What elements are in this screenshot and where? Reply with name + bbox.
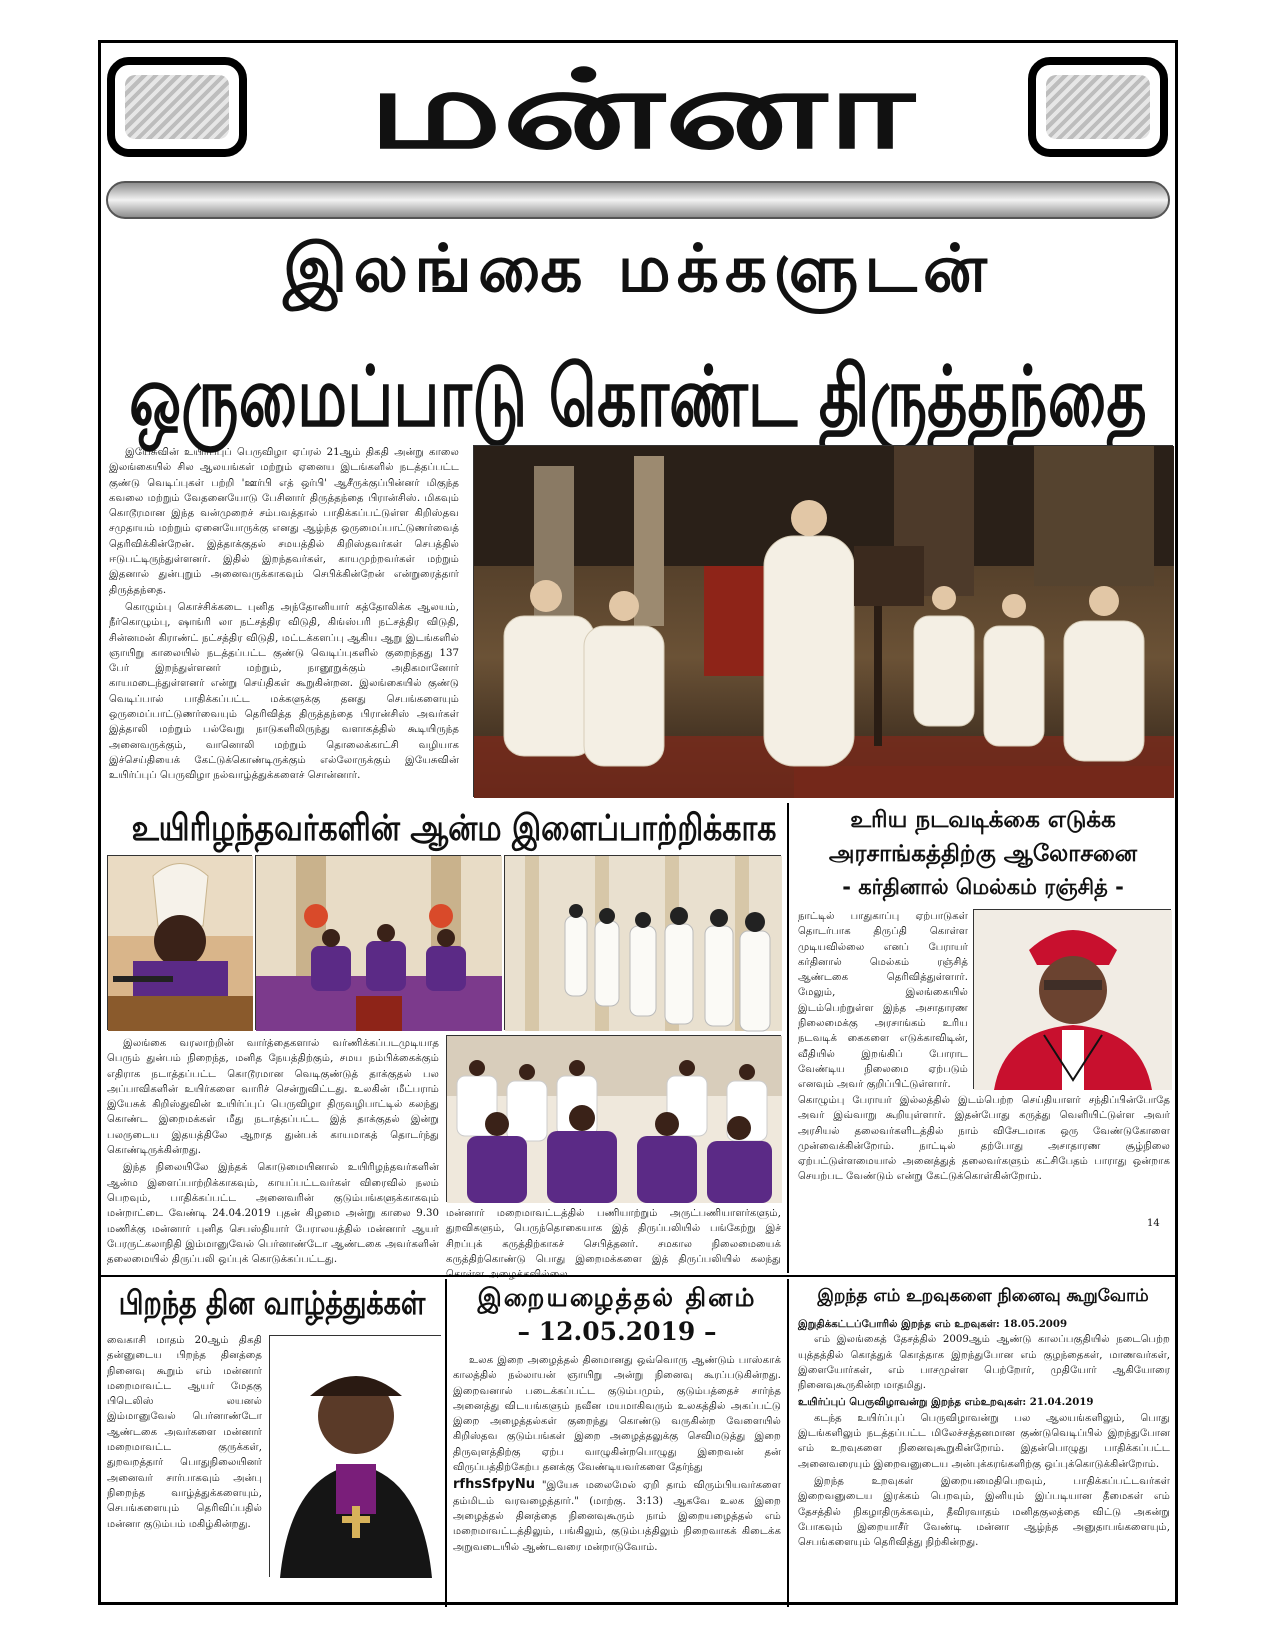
birthday-text: வைகாசி மாதம் 20ஆம் திகதி தன்னுடைய பிறந்த தினத்தை நினைவு கூறும் எம் மன்னார் மறைமாவட்ட ஆயர் மேதகு பிடெலிஸ் லயனல் இம்மானுவேல் பெர்னாண்டோ ஆண்டகை அவர்களை மன்னார் மறைமாவட்ட குருக்கள், துறவறத்தார் பொதுநிலையினர் அனைவர் சார்பாகவும் அன்பு நிறைந்த வாழ்த்துக்களையும், செபங்களையும் தெரிவிப்பதில் மன்னா குடும்பம் மகிழ்கின்றது.	[107, 1335, 262, 1530]
priests-congregation-photo	[446, 1035, 781, 1202]
memorial-paragraph-1: இலங்கை வரலாற்றின் வார்த்தைகளால் வர்ணிக்கப்படமுடியாத பெரும் துன்பம் நிறைந்த, மனித நேயத்திற்கும், சமய நம்பிக்கைக்கும் எதிராக நடாத்தப்பட்ட கொடூரமான வெடிகுண்டுத் தாக்குதல் பல அப்பாவிகளின் உயிர்களை வாரிச் சென்றுவிட்டது. உலகின் மீட்பராம் இயேசுக் கிறிஸ்துவின் உயிர்ப்புப் பெருவிழா திருவழிபாட்டில் கலந்து கொண்ட இறைமக்கள் மீது நடாத்தப்பட்ட இத் தாக்குதல் இன்று பலருடைய இதயத்திலே ஆறாத துன்பக் காயமாகத் தொடர்ந்து கொண்டிருக்கின்றது.	[107, 1038, 439, 1157]
vocation-text	[453, 1353, 781, 1603]
page-number: 14	[1147, 1218, 1160, 1229]
cardinal-text-full: கொழும்பு பேராயர் இல்லத்தில் இடம்பெற்ற செய்தியாளர் சந்திப்பின்போதே அவர் இவ்வாறு கூறியுள்ளார். இதன்போது கருத்து வெளியிட்டுள்ள அவர் அரசியல் தலைவர்களிடத்தில் நாம் விசேடமாக ஒரு வேண்டுகோளை முன்வைக்கின்றோம். நாட்டில் தற்போது அசாதாரண சூழ்நிலை ஏற்பட்டுள்ளமையால் அனைத்துத் தலைவர்களும் கட்சிபேதம் பாராது ஒன்றாக செயற்பட வேண்டும் என்று கேட்டுக்கொள்கின்றோம்.	[798, 1095, 1170, 1183]
cardinal-portrait-photo	[973, 909, 1171, 1089]
remembrance-text	[798, 1317, 1170, 1602]
lead-paragraph-2: கொழும்பு கொச்சிக்கடை புனித அந்தோனியார் கத்தோலிக்க ஆலயம், நீர்கொழும்பு, ஷாங்ரி லா நட்சத்திர விடுதி, கிங்ஸ்பரி நட்சத்திர விடுதி, சின்னமன் கிராண்ட் நட்சத்திர விடுதி, மட்டக்களப்பு ஆகிய ஆறு இடங்களில் ஞாயிறு காலையில் நடத்தப்பட்ட குண்டு வெடிப்புகளில் குறைந்தது 137 பேர் இறந்துள்ளனர் மற்றும், நானூறுக்கும் அதிகமானோர் காயமடைந்துள்ளனர் என்று செய்திகள் கூறுகின்றன. இலங்கையில் குண்டு வெடிப்பால் பாதிக்கப்பட்ட மக்களுக்கு தனது செபங்களையும் ஒருமைப்பாட்டுணர்வையும் தெரிவித்த திருத்தந்தை பிரான்சிஸ் அவர்கள் இத்தாலி மற்றும் பல்வேறு நாடுகளிலிருந்து வளாகத்தில் கூடியிருந்த அனைவருக்கும், வானொலி மற்றும் தொலைக்காட்சி வழியாக இச்செய்தியைக் கேட்டுக்கொண்டிருக்கும் எல்லோருக்கும் இயேசுவின் உயிர்ப்புப் பெருவிழா நல்வாழ்த்துக்களைச் சொன்னார்.	[109, 601, 459, 782]
vocation-quote: "இயேசு மலைமேல் ஏறி தாம் விரும்பியவர்களை தம்மிடம் வரவழைத்தார்." (மாற்கு. 3:13) ஆகவே உலக இறை அழைத்தல் தினத்தை நினைவுகூரும் நாம் இறையழைத்தல் எம் மறைமாவட்டத்திலும், பங்கிலும், குடும்பத்திலும் நிறைவாகக் கிடைக்க அறுவடையில் ஆண்டவரை மன்றாடுவோம்.	[453, 1480, 781, 1553]
vocation-paragraph-1: உலக இறை அழைத்தல் தினமானது ஒவ்வொரு ஆண்டும் பாஸ்காக் காலத்தில் நல்லாயன் ஞாயிறு அன்று நினைவு கூரப்படுகின்றது. இறைவனால் படைக்கப்பட்ட குடும்பமும், குடும்பத்தைச் சார்ந்த அனைத்து விடயங்களும் நவீன மயமாகிவரும் உலகத்தில் அகப்பட்டு இறை அழைத்தல்கள் குறைந்து கொண்டு வருகின்ற வேளையில் கிறிஸ்தவ குடும்பங்கள் இறை அழைத்தலுக்கு செவிமடுத்து இறை திருவுளத்திற்கு ஏற்ப வாழுகின்றபொழுது இறைவன் தன் விருப்பத்திற்கேற்ப தனக்கு வேண்டியவர்களை தேர்ந்து	[453, 1355, 781, 1474]
masthead-title: மன்னா	[367, 48, 915, 173]
remembrance-heading: இறந்த எம் உறவுகளை நினைவு கூறுவோம்	[817, 1286, 1149, 1306]
column-divider	[787, 803, 789, 1273]
bottom-divider-right	[787, 1279, 789, 1607]
remembrance-item2-text: கடந்த உயிர்ப்புப் பெருவிழாவன்று பல ஆலயங்களிலும், பொது இடங்களிலும் நடத்தப்பட்ட மிலேச்சத்தனமான குண்டுவெடிப்பில் இறந்துபோன எம் உறவுகளை நினைவுகூறுகின்றோம். இதன்பொழுது பாதிக்கப்பட்ட அனைவரையும் இறைவனுடைய அன்புக்கரங்களிற்கு ஒப்புக்கொடுக்கின்றோம்.	[798, 1412, 1170, 1470]
remembrance-item1-title: இறுதிக்கட்டப்போரில் இறந்த எம் உறவுகள்: 18.05.2009	[798, 1318, 1068, 1330]
masthead-divider-bar	[106, 181, 1170, 219]
memorial-section-heading: உயிரிழந்தவர்களின் ஆன்ம இளைப்பாற்றிக்காக	[131, 807, 777, 850]
newspaper-page	[98, 40, 1178, 1605]
vocation-garbled-text: rfhsSfpyNu	[453, 1477, 535, 1493]
vocation-heading: இறையழைத்தல் தினம்	[477, 1283, 757, 1312]
bottom-divider-left	[445, 1279, 447, 1607]
mass-altar-photo	[255, 855, 501, 1030]
remembrance-item1-text: எம் இலங்கைத் தேசத்தில் 2009ஆம் ஆண்டு காலப்பகுதியில் நடைபெற்ற யுத்தத்தில் கொத்துக் கொத்தாக இறந்துபோன எம் குழந்தைகள், மாணவர்கள், இளையோர்கள், எம் பாசமுள்ள பெற்றோர், முதியோர் ஆகியோரை நினைவுகூருகின்ற மாதமிது.	[798, 1334, 1170, 1392]
lead-paragraph-1: இயேசுவின் உயிர்ப்புப் பெருவிழா ஏப்ரல் 21ஆம் திகதி அன்று காலை இலங்கையில் சில ஆலயங்கள் மற்றும் ஏனைய இடங்களில் நடத்தப்பட்ட குண்டு வெடிப்புகள் பற்றி 'ஊர்பி எத் ஒர்பி' ஆசீருக்குப்பின்னர் மிகுந்த கவலை மற்றும் வேதனையோடு பேசினார் திருத்தந்தை பிரான்சிஸ். மிகவும் கொடூரமான இந்த வன்முறைச் சம்பவத்தால் பாதிக்கப்பட்டுள்ள கிறிஸ்தவ சமுதாயம் மற்றும் ஏனையோருக்கு எனது ஆழ்ந்த ஒருமைப்பாட்டுணர்வைத் தெரிவிக்கின்றேன். இத்தாக்குதல் சமயத்தில் கிறிஸ்தவர்கள் செபத்தில் ஈடுபட்டிருந்துள்ளனர். இதில் இறந்தவர்கள், காயமுற்றவர்கள் மற்றும் இதனால் துன்புறும் அனைவருக்காகவும் செபிக்கின்றேன் என்றுரைத்தார் திருத்தந்தை.	[109, 447, 459, 596]
vocation-paragraph-2	[453, 1477, 781, 1554]
cardinal-byline: - கர்தினால் மெல்கம் ரஞ்சித் -	[842, 875, 1124, 899]
cardinal-heading-line2: அரசாங்கத்திற்கு ஆலோசனை	[828, 841, 1138, 867]
bishop-at-pulpit-photo	[107, 855, 252, 1030]
memorial-left-text	[107, 1036, 439, 1266]
bishop-portrait-photo	[269, 1335, 441, 1577]
pope-easter-mass-photo	[473, 445, 1173, 797]
remembrance-item3-text: இறந்த உறவுகள் இறையமைதிபெறவும், பாதிக்கப்பட்டவர்கள் இறைவனுடைய இரக்கம் பெறவும், இனியும் இப்படியான தீமைகள் எம் தேசத்தில் நிகழாதிருக்கவும், தீவிரவாதம் மனிதகுலத்தை விட்டு அகன்று போகவும் இறையாசீர் வேண்டி மன்னா ஆழ்ந்த அனுதாபங்களையும், செபங்களையும் தெரிவித்து நிற்கின்றது.	[798, 1475, 1170, 1549]
cardinal-text-side: நாட்டில் பாதுகாப்பு ஏற்பாடுகள் தொடர்பாக திருப்தி கொள்ள முடியவில்லை எனப் பேராயர் கர்தினால் மெல்கம் ரஞ்சித் ஆண்டகை தெரிவித்துள்ளார். மேலும், இலங்கையில் இடம்பெற்றுள்ள இந்த அசாதாரண நிலைமைக்கு அரசாங்கம் உரிய நடவடிக் கைகளை எடுக்காவிடின், வீதியில் இறங்கிப் போராட வேண்டிய நிலைமை ஏற்படும் எனவும் அவர் குறிப்பிட்டுள்ளார்.	[798, 911, 968, 1091]
remembrance-item2-title: உயிர்ப்புப் பெருவிழாவன்று இறந்த எம்உறவுகள்: 21.04.2019	[798, 1396, 1094, 1409]
headline-line1: இலங்கை மக்களுடன்	[283, 230, 993, 307]
lower-divider	[101, 1275, 1175, 1277]
memorial-paragraph-2: இந்த நிலையிலே இந்தக் கொடுமையினால் உயிரிழந்தவர்களின் ஆன்ம இளைப்பாற்றிக்காகவும், காயப்பட்டவர்கள் விரைவில் நலம் பெறவும், பாதிக்கப்பட்ட அனைவரின் குடும்பங்களுக்காகவும் மன்றாட்டை வேண்டி 24.04.2019 புதன் கிழமை அன்று காலை 9.30 மணிக்கு மன்னார் புனித செபஸ்தியார் பேராலயத்தில் மன்னார் ஆயர் பேரருட்கலாநிதி இம்மானுவேல் பெர்னாண்டோ ஆண்டகை அவர்களின் தலைமையில் திருப்பலி ஒப்புக் கொடுக்கப்பட்டது.	[107, 1162, 439, 1266]
cardinal-heading-line1: உரிய நடவடிக்கை எடுக்க	[850, 807, 1116, 833]
headline-line2: ஒருமைப்பாடு கொண்ட திருத்தந்தை	[129, 347, 1147, 446]
birthday-heading: பிறந்த தின வாழ்த்துக்கள்	[118, 1285, 426, 1323]
memorial-right-text: மன்னார் மறைமாவட்டத்தில் பணியாற்றும் அருட்பணியாளர்களும், துறவிகளும், பெருந்தொகையாக இத் திருப்பலியில் பங்கேற்று இச் சிறப்புக் கருத்திற்காகச் செபித்தனர். சமகால நிலைமையைக் கருத்திற்கொண்டு பொது இறைமக்களை இத் திருப்பலியில் கலந்து	[446, 1208, 781, 1265]
nuns-congregation-photo	[504, 855, 781, 1030]
vocation-date: – 12.05.2019 –	[517, 1317, 717, 1346]
lead-article-text	[109, 445, 459, 795]
